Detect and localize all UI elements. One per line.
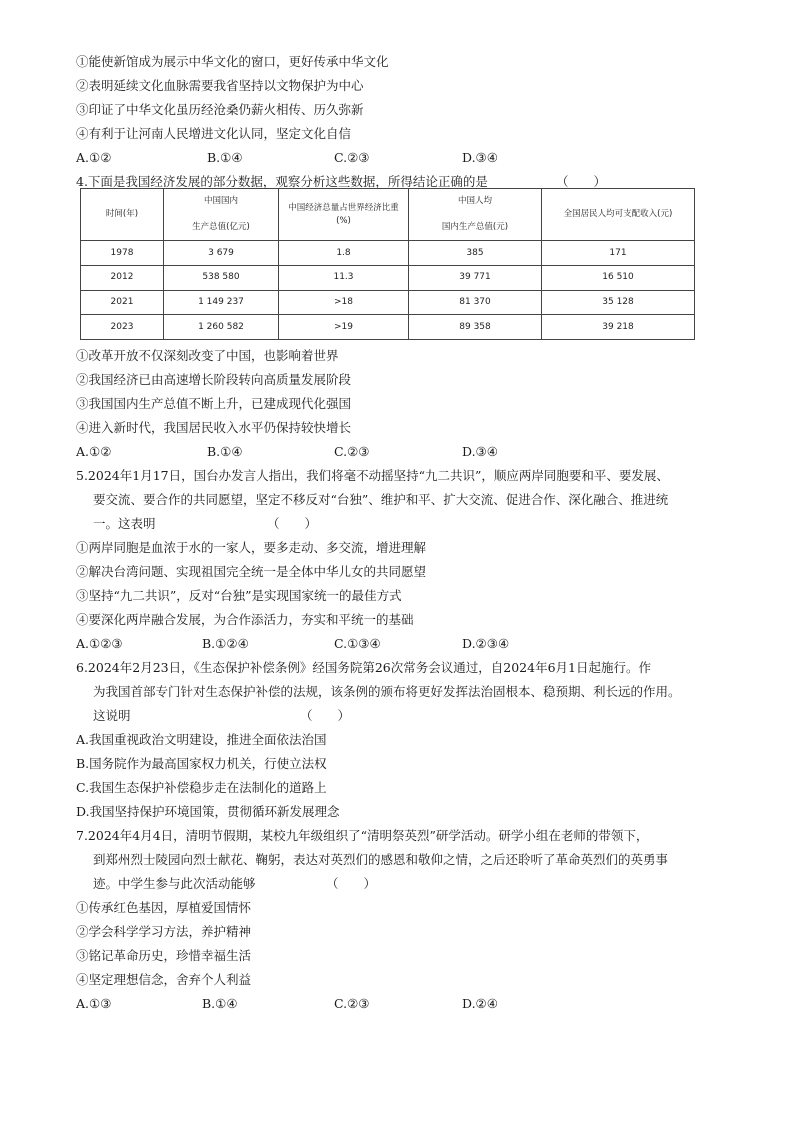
cell-year: 1978 <box>81 241 164 266</box>
q3-option-a: A.①② <box>76 150 112 165</box>
q4-option-b: B.①④ <box>207 444 243 459</box>
header-disposable-income: 全国居民人均可支配收入(元) <box>542 189 695 241</box>
header-gdp-per-capita: 中国人均 国内生产总值(元) <box>409 189 542 241</box>
q5-stem-line-2: 要交流、要合作的共同愿望，坚定不移反对“台独”、维护和平、扩大交流、促进合作、深化融合、推进统 <box>93 492 669 507</box>
cell-gdp-per-capita: 385 <box>409 241 542 266</box>
q3-item-2: ②表明延续文化血脉需要我省坚持以文物保护为中心 <box>76 78 364 93</box>
q7-stem-line-2: 到郑州烈士陵园向烈士献花、鞠躬，表达对英烈们的感恩和敬仰之情，之后还聆听了革命英烈们的英勇事 <box>93 852 669 867</box>
cell-gdp-per-capita: 81 370 <box>409 290 542 315</box>
q6-stem-line-2: 为我国首部专门针对生态保护补偿的法规，该条例的颁布将更好发挥法治固根本、稳预期、利长远的作用。 <box>93 684 681 699</box>
cell-year: 2023 <box>81 315 164 340</box>
cell-gdp: 3 679 <box>164 241 279 266</box>
q7-option-b: B.①④ <box>202 996 238 1011</box>
q5-item-2: ②解决台湾问题、实现祖国完全统一是全体中华儿女的共同愿望 <box>76 564 427 579</box>
cell-year: 2021 <box>81 290 164 315</box>
q4-stem: 4.下面是我国经济发展的部分数据，观察分析这些数据，所得结论正确的是 <box>76 174 488 189</box>
cell-gdp: 538 580 <box>164 266 279 291</box>
q5-option-a: A.①②③ <box>76 636 123 651</box>
table-row <box>81 315 695 340</box>
q7-option-d: D.②④ <box>462 996 498 1011</box>
q3-option-b: B.①④ <box>207 150 243 165</box>
q3-item-4: ④有利于让河南人民增进文化认同，坚定文化自信 <box>76 126 352 141</box>
q4-answer-paren: （ ） <box>556 174 607 189</box>
cell-disposable-income: 39 218 <box>542 315 695 340</box>
table-row <box>81 266 695 291</box>
q5-option-b: B.①②④ <box>202 636 249 651</box>
q3-option-d: D.③④ <box>462 150 498 165</box>
q5-stem-line-3: 一。这表明 <box>93 516 156 531</box>
q3-option-c: C.②③ <box>334 150 370 165</box>
q5-item-1: ①两岸同胞是血浓于水的一家人，要多走动、多交流，增进理解 <box>76 540 427 555</box>
q4-item-1: ①改革开放不仅深刻改变了中国，也影响着世界 <box>76 348 339 363</box>
cell-disposable-income: 35 128 <box>542 290 695 315</box>
q5-answer-paren: （ ） <box>267 516 318 531</box>
cell-year: 2012 <box>81 266 164 291</box>
q5-item-3: ③坚持“九二共识”，反对“台独”是实现国家统一的最佳方式 <box>76 588 402 603</box>
q7-stem-line-1: 7.2024年4月4日，清明节假期，某校九年级组织了“清明祭英烈”研学活动。研学小组在老师的带领下， <box>76 828 649 843</box>
q7-option-c: C.②③ <box>334 996 370 1011</box>
q4-option-c: C.②③ <box>334 444 370 459</box>
q5-item-4: ④要深化两岸融合发展，为合作添活力，夯实和平统一的基础 <box>76 612 414 627</box>
q6-option-b: B.国务院作为最高国家权力机关，行使立法权 <box>76 756 327 771</box>
cell-world-share: 11.3 <box>279 266 409 291</box>
q6-stem-line-1: 6.2024年2月23日，《生态保护补偿条例》经国务院第26次常务会议通过，自2024年6月1日起施行。作 <box>76 660 651 675</box>
q7-answer-paren: （ ） <box>326 876 377 891</box>
cell-disposable-income: 171 <box>542 241 695 266</box>
q7-option-a: A.①③ <box>76 996 112 1011</box>
q7-stem-line-3: 迹。中学生参与此次活动能够 <box>93 876 256 891</box>
cell-gdp: 1 149 237 <box>164 290 279 315</box>
header-world-share: 中国经济总量占世界经济比重 (%) <box>279 189 409 241</box>
q5-option-c: C.①③④ <box>334 636 381 651</box>
header-gdp: 中国国内 生产总值(亿元) <box>164 189 279 241</box>
table-header-row <box>81 189 695 241</box>
q6-option-d: D.我国坚持保护环境国策，贯彻循环新发展理念 <box>76 804 340 819</box>
q6-stem-line-3: 这说明 <box>93 708 131 723</box>
cell-world-share: 1.8 <box>279 241 409 266</box>
q6-option-a: A.我国重视政治文明建设，推进全面依法治国 <box>76 732 327 747</box>
q4-option-a: A.①② <box>76 444 112 459</box>
q5-option-d: D.②③④ <box>462 636 510 651</box>
q7-item-4: ④坚定理想信念，舍弃个人利益 <box>76 972 252 987</box>
cell-disposable-income: 16 510 <box>542 266 695 291</box>
q4-option-d: D.③④ <box>462 444 498 459</box>
q4-item-4: ④进入新时代，我国居民收入水平仍保持较快增长 <box>76 420 352 435</box>
cell-world-share: >19 <box>279 315 409 340</box>
q6-answer-paren: （ ） <box>300 708 351 723</box>
q7-item-3: ③铭记革命历史，珍惜幸福生活 <box>76 948 252 963</box>
header-year: 时间(年) <box>81 189 164 241</box>
table-row <box>81 290 695 315</box>
q6-option-c: C.我国生态保护补偿稳步走在法制化的道路上 <box>76 780 327 795</box>
q7-item-2: ②学会科学学习方法，养护精神 <box>76 924 252 939</box>
q4-data-table <box>80 188 695 340</box>
q3-item-1: ①能使新馆成为展示中华文化的窗口，更好传承中华文化 <box>76 54 389 69</box>
cell-gdp-per-capita: 89 358 <box>409 315 542 340</box>
q7-item-1: ①传承红色基因，厚植爱国情怀 <box>76 900 252 915</box>
cell-gdp-per-capita: 39 771 <box>409 266 542 291</box>
cell-world-share: >18 <box>279 290 409 315</box>
table-row <box>81 241 695 266</box>
q4-item-2: ②我国经济已由高速增长阶段转向高质量发展阶段 <box>76 372 352 387</box>
q5-stem-line-1: 5.2024年1月17日，国台办发言人指出，我们将毫不动摇坚持“九二共识”，顺应两岸同胞要和平、要发展、 <box>76 468 669 483</box>
q4-item-3: ③我国国内生产总值不断上升，已建成现代化强国 <box>76 396 352 411</box>
q3-item-3: ③印证了中华文化虽历经沧桑仍薪火相传、历久弥新 <box>76 102 364 117</box>
cell-gdp: 1 260 582 <box>164 315 279 340</box>
